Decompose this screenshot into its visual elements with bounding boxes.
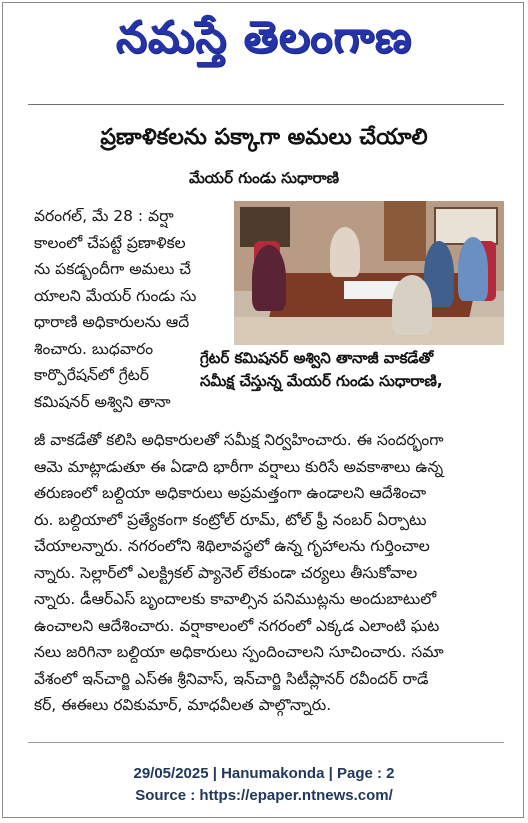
lead-text-line: ను పకడ్బందీగా అమలు చే — [34, 260, 192, 278]
photo-caption-line-2: సమీక్ష చేస్తున్న మేయర్ గుండు సుధారాణి, — [200, 372, 443, 390]
lead-text-line: కమిషనర్ అశ్విని తానా — [34, 392, 171, 411]
body-text-line: తరుణంలో బల్దియా అధికారులు అప్రమత్తంగా ఉండాలని ఆదేశించా — [34, 484, 427, 502]
body-text-line: న్నారు. డీఆర్ఎస్ బృందాలకు కావాల్సిన పనిముట్లను అందుబాటులో — [34, 590, 437, 608]
lead-text-line: కార్పొరేషన్‌లో గ్రేటర్ — [34, 366, 149, 384]
lead-text-line: యాలని మేయర్ గుండు సు — [34, 286, 197, 305]
lead-text-line: శించారు. బుధవారం — [34, 339, 154, 358]
article-bottom-divider — [28, 742, 504, 743]
lead-text-line: వరంగల్, మే 28 : వర్షా — [34, 207, 174, 225]
body-text-line: జీ వాకడేతో కలిసి అధికారులతో సమీక్ష నిర్వహించారు. ఈ సందర్భంగా — [34, 431, 444, 449]
photo-door — [384, 201, 426, 261]
body-text-line: ఉంచాలని ఆదేశించారు. వర్షాకాలంలో నగరంలో ఎక్కడ ఎలాంటి ఘట — [34, 616, 440, 635]
lead-text-line: కాలంలో చేపట్టే ప్రణాళికల — [34, 233, 186, 252]
body-text-line: న్నారు. సెల్లార్‌లో ఎలక్ట్రికల్ ప్యానెల్ లేకుండా చర్యలు తీసుకోవాల — [34, 563, 418, 582]
body-text-line: వేశంలో ఇన్‌చార్జి ఎస్ఈ శ్రీనివాస్, ఇన్‌చార్జి సిటీప్లానర్ రవీందర్ రాడే — [34, 669, 429, 688]
body-text-line: రు. బల్దియాలో ప్రత్యేకంగా కంట్రోల్ రూమ్, టోల్ ఫ్రీ నంబర్ ఏర్పాటు — [34, 510, 427, 529]
footer-source: Source : https://epaper.ntnews.com/ — [135, 787, 393, 804]
photo-caption-line-1: గ్రేటర్ కమిషనర్ అశ్విని తానాజీ వాకడేతో — [200, 349, 434, 367]
body-text-line: నలు జరిగినా బల్దియా అధికారులు స్పందించాలని సూచించారు. సమా — [34, 643, 444, 661]
lead-text-line: ధారాణి అధికారులను ఆదే — [34, 313, 190, 331]
photo-caption — [200, 347, 510, 393]
photo-person-officer-3 — [392, 275, 432, 335]
newspaper-masthead: నమస్తే తెలంగాణ — [115, 12, 413, 63]
photo-floor — [234, 317, 504, 345]
photo-person-commissioner — [252, 245, 286, 311]
body-text-line: ఆమె మాట్లాడుతూ ఈ ఏడాది భారీగా వర్షాలు కురిసే అవకాశాలు ఉన్న — [34, 457, 444, 476]
article-headline: ప్రణాళికలను పక్కాగా అమలు చేయాలి — [100, 125, 428, 150]
article-photo — [234, 201, 504, 345]
footer-edition-info: 29/05/2025 | Hanumakonda | Page : 2 — [133, 765, 395, 782]
photo-person-officer-2 — [458, 237, 488, 301]
masthead-divider — [28, 104, 504, 105]
photo-person-mayor — [330, 227, 360, 277]
article-byline: మేయర్ గుండు సుధారాణి — [188, 169, 340, 187]
body-text-line: చేయాలన్నారు. నగరంలోని శిథిలావస్థలో ఉన్న గృహాలను గుర్తించాల — [34, 537, 430, 555]
body-text-line: కర్, ఈఈలు రవికుమార్, మాధవీలత పాల్గొన్నారు. — [34, 696, 332, 714]
